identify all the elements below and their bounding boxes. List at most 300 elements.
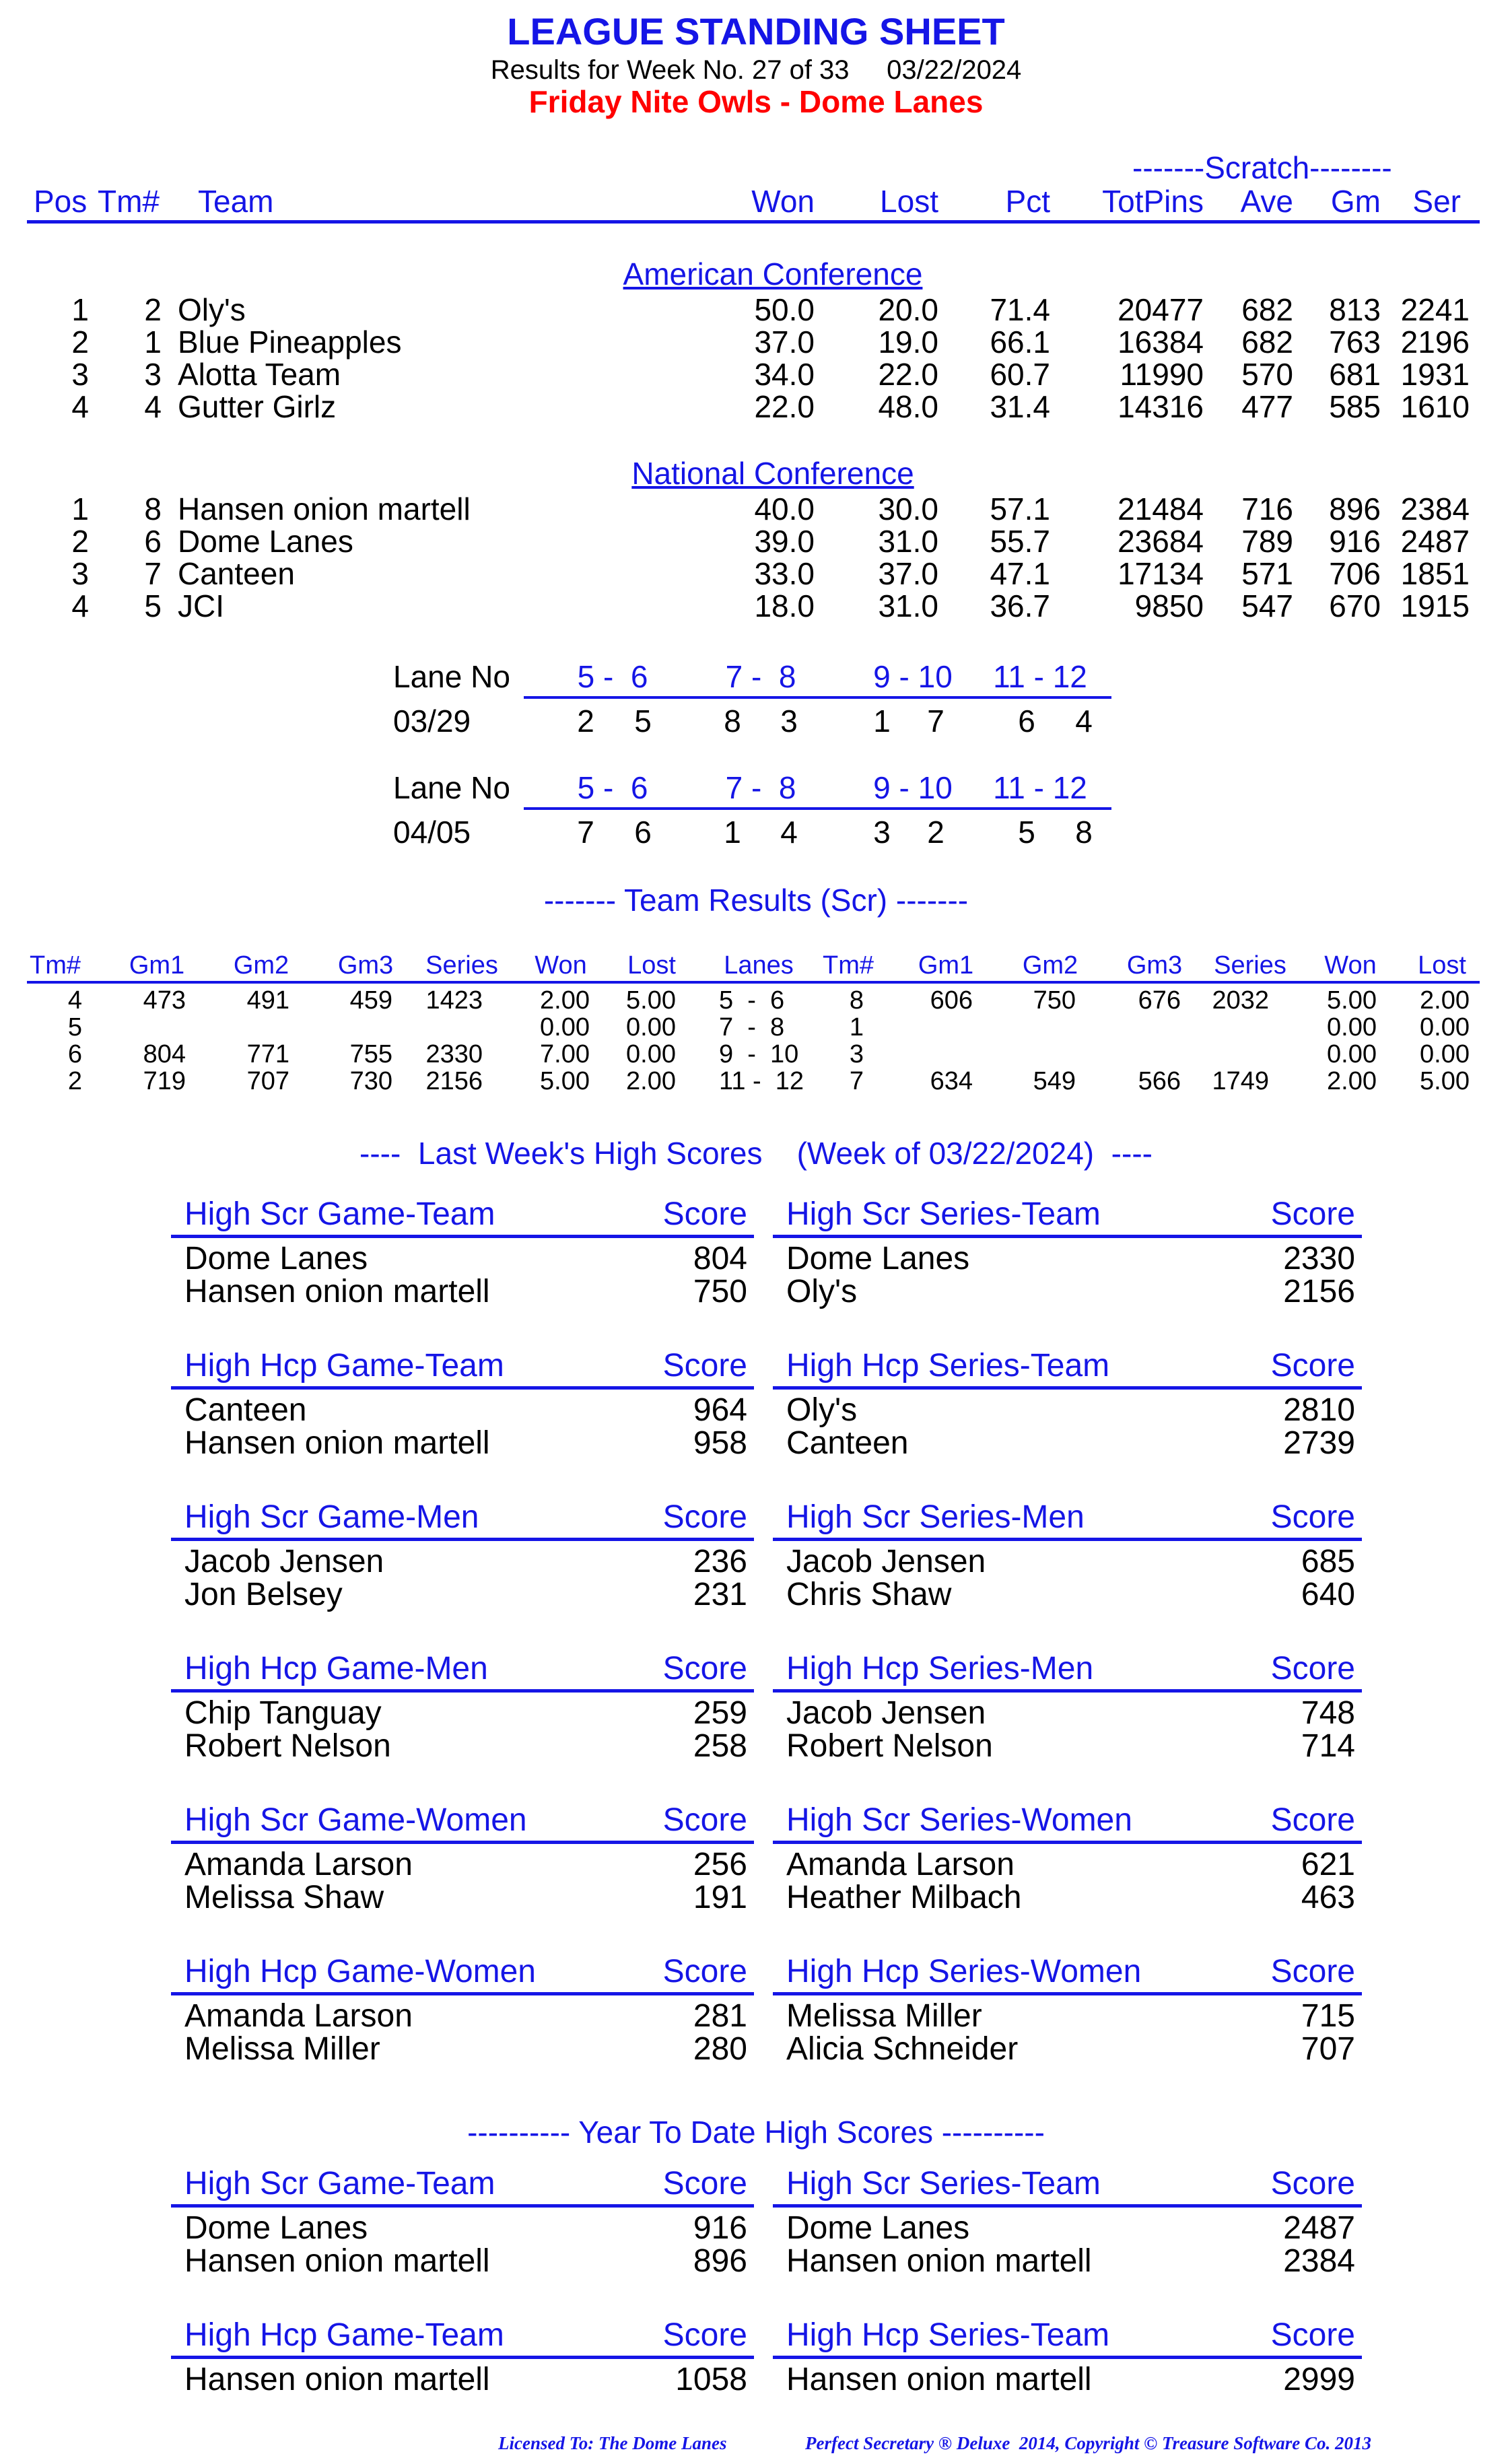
score-column-label: Score <box>1270 1499 1355 1535</box>
conference-title: American Conference <box>623 257 923 292</box>
lane-pair-label: 9 - 10 <box>873 770 953 805</box>
lane-pair-label: 9 - 10 <box>873 659 953 694</box>
high-score-box-title: High Scr Game-Women <box>184 1802 527 1838</box>
team-number: 8 <box>1075 815 1093 850</box>
high-score-box-rule <box>773 2356 1362 2359</box>
high-score-name: Melissa Shaw <box>184 1880 384 1915</box>
standings-cell: 2384 <box>1400 491 1470 526</box>
standings-cell: 1931 <box>1400 357 1470 392</box>
high-score-box-title: High Hcp Series-Men <box>786 1651 1094 1686</box>
team-results-cell: 5.00 <box>1327 986 1377 1015</box>
score-column-label: Score <box>1270 1348 1355 1383</box>
standings-cell: 1851 <box>1400 556 1470 591</box>
standings-header-rule <box>27 220 1480 224</box>
high-score-name: Dome Lanes <box>786 2210 970 2246</box>
high-score-box-rule <box>773 1386 1362 1390</box>
team-number: 4 <box>780 815 798 850</box>
standings-cell: 2241 <box>1400 292 1470 327</box>
standings-cell: 706 <box>1329 556 1381 591</box>
team-results-cell: 7 - 8 <box>719 1013 785 1041</box>
high-score-name: Chris Shaw <box>786 1577 952 1612</box>
standings-cell: 2 <box>71 524 89 559</box>
standings-cell: 31.0 <box>878 524 938 559</box>
high-score-value: 714 <box>1301 1728 1355 1764</box>
team-results-cell: 0.00 <box>1420 1013 1470 1041</box>
standings-cell: Canteen <box>178 556 295 591</box>
high-score-name: Hansen onion martell <box>184 1274 490 1309</box>
team-results-col-header: Lost <box>1418 951 1466 980</box>
high-score-name: Amanda Larson <box>786 1847 1015 1882</box>
standings-cell: 21484 <box>1118 491 1204 526</box>
score-column-label: Score <box>662 2166 747 2201</box>
standings-cell: 585 <box>1329 389 1381 424</box>
team-results-col-header: Lanes <box>724 951 794 980</box>
team-results-cell: 2 <box>67 1067 82 1095</box>
standings-cell: 31.0 <box>878 588 938 623</box>
standings-cell: 31.4 <box>990 389 1050 424</box>
team-results-cell: 755 <box>349 1040 392 1068</box>
high-score-name: Melissa Miller <box>184 2031 380 2067</box>
standings-cell: 34.0 <box>754 357 815 392</box>
col-header-pos: Pos <box>34 184 88 219</box>
team-results-col-header: Lost <box>627 951 676 980</box>
team-results-cell: 5 <box>67 1013 82 1041</box>
high-score-value: 621 <box>1301 1847 1355 1882</box>
standings-cell: 17134 <box>1118 556 1204 591</box>
team-number: 5 <box>1018 815 1035 850</box>
standings-cell: 71.4 <box>990 292 1050 327</box>
lane-rule <box>524 696 1111 699</box>
team-results-cell: 5.00 <box>1420 1067 1470 1095</box>
col-header-pct: Pct <box>1005 184 1050 219</box>
high-score-value: 281 <box>693 1998 747 2034</box>
team-results-cell: 5 - 6 <box>719 986 785 1015</box>
high-score-box-rule <box>171 1841 754 1844</box>
score-column-label: Score <box>1270 1802 1355 1838</box>
high-score-value: 2330 <box>1283 1241 1355 1276</box>
standings-cell: Oly's <box>178 292 246 327</box>
high-score-value: 685 <box>1301 1544 1355 1579</box>
standings-cell: 6 <box>144 524 162 559</box>
team-results-cell: 6 <box>67 1040 82 1068</box>
team-results-cell: 1749 <box>1212 1067 1269 1095</box>
high-score-value: 2487 <box>1283 2210 1355 2246</box>
team-number: 6 <box>1018 704 1035 739</box>
high-score-box-title: High Scr Series-Team <box>786 2166 1101 2201</box>
high-score-value: 2384 <box>1283 2243 1355 2279</box>
team-number: 7 <box>577 815 594 850</box>
standings-cell: 3 <box>71 357 89 392</box>
standings-cell: 916 <box>1329 524 1381 559</box>
high-score-value: 191 <box>693 1880 747 1915</box>
high-score-value: 236 <box>693 1544 747 1579</box>
team-number: 2 <box>577 704 594 739</box>
high-score-box-rule <box>171 1689 754 1693</box>
lane-rule <box>524 807 1111 810</box>
team-number: 6 <box>634 815 652 850</box>
high-score-value: 707 <box>1301 2031 1355 2067</box>
standings-cell: 4 <box>71 588 89 623</box>
score-column-label: Score <box>1270 2166 1355 2201</box>
sheet-subtitle: Results for Week No. 27 of 33 03/22/2024 <box>490 55 1022 85</box>
team-results-cell: 804 <box>143 1040 186 1068</box>
high-score-value: 750 <box>693 1274 747 1309</box>
standings-cell: 39.0 <box>754 524 815 559</box>
high-score-name: Dome Lanes <box>786 1241 970 1276</box>
high-score-name: Canteen <box>184 1392 307 1428</box>
lane-pair-label: 7 - 8 <box>725 659 796 694</box>
schedule-date: 03/29 <box>393 704 471 739</box>
standings-cell: 16384 <box>1118 324 1204 360</box>
team-results-col-header: Won <box>1324 951 1377 980</box>
team-number: 8 <box>724 704 741 739</box>
team-results-col-header: Gm3 <box>1126 951 1183 980</box>
league-name: Friday Nite Owls - Dome Lanes <box>528 84 984 119</box>
standings-cell: Alotta Team <box>178 357 341 392</box>
standings-cell: 2196 <box>1400 324 1470 360</box>
team-results-col-header: Won <box>535 951 587 980</box>
team-results-cell: 730 <box>349 1067 392 1095</box>
standings-cell: 20477 <box>1118 292 1204 327</box>
high-score-name: Hansen onion martell <box>184 2243 490 2279</box>
high-score-box-title: High Hcp Game-Men <box>184 1651 488 1686</box>
standings-cell: 14316 <box>1118 389 1204 424</box>
high-score-box-title: High Scr Series-Women <box>786 1802 1132 1838</box>
high-score-name: Oly's <box>786 1392 858 1428</box>
team-results-col-header: Series <box>1214 951 1286 980</box>
standings-cell: 30.0 <box>878 491 938 526</box>
high-score-name: Canteen <box>786 1425 909 1461</box>
team-results-cell: 459 <box>349 986 392 1015</box>
lane-no-label: Lane No <box>393 659 510 694</box>
high-score-box-title: High Hcp Game-Team <box>184 2317 504 2353</box>
high-score-name: Hansen onion martell <box>184 2362 490 2397</box>
high-score-box-rule <box>171 1235 754 1238</box>
standings-cell: 1610 <box>1400 389 1470 424</box>
standings-cell: 763 <box>1329 324 1381 360</box>
standings-cell: 19.0 <box>878 324 938 360</box>
scratch-label: -------Scratch-------- <box>1132 150 1392 185</box>
footer-copyright: Perfect Secretary ® Deluxe 2014, Copyright © Treasure Software Co. 2013 <box>805 2433 1372 2453</box>
team-results-cell: 0.00 <box>1327 1013 1377 1041</box>
standings-cell: 2 <box>71 324 89 360</box>
score-column-label: Score <box>662 1954 747 1989</box>
high-score-name: Oly's <box>786 1274 858 1309</box>
team-results-cell: 606 <box>930 986 973 1015</box>
ytd-title: ---------- Year To Date High Scores ---------- <box>467 2115 1045 2150</box>
last-week-title: ---- Last Week's High Scores (Week of 03/22/2024) ---- <box>359 1136 1153 1171</box>
standings-cell: 2 <box>144 292 162 327</box>
high-score-value: 231 <box>693 1577 747 1612</box>
score-column-label: Score <box>662 1348 747 1383</box>
lane-pair-label: 11 - 12 <box>993 770 1087 805</box>
score-column-label: Score <box>662 1651 747 1686</box>
high-score-box-rule <box>773 1538 1362 1541</box>
col-header-lost: Lost <box>880 184 938 219</box>
standings-cell: 9850 <box>1134 588 1204 623</box>
conference-title: National Conference <box>631 456 914 491</box>
high-score-value: 715 <box>1301 1998 1355 2034</box>
team-number: 1 <box>724 815 741 850</box>
high-score-value: 804 <box>693 1241 747 1276</box>
col-header-gm: Gm <box>1330 184 1381 219</box>
footer-licensed: Licensed To: The Dome Lanes <box>498 2433 727 2453</box>
standings-cell: 37.0 <box>754 324 815 360</box>
team-results-cell: 634 <box>930 1067 973 1095</box>
score-column-label: Score <box>662 1802 747 1838</box>
standings-cell: Dome Lanes <box>178 524 353 559</box>
team-results-col-header: Gm2 <box>233 951 289 980</box>
col-header-won: Won <box>751 184 815 219</box>
high-score-value: 748 <box>1301 1695 1355 1731</box>
standings-cell: 547 <box>1241 588 1293 623</box>
high-score-box-rule <box>773 1992 1362 1995</box>
high-score-name: Dome Lanes <box>184 1241 368 1276</box>
high-score-name: Jacob Jensen <box>184 1544 384 1579</box>
high-score-value: 463 <box>1301 1880 1355 1915</box>
team-results-col-header: Gm3 <box>337 951 394 980</box>
team-results-cell: 566 <box>1138 1067 1181 1095</box>
high-score-box-rule <box>773 1841 1362 1844</box>
team-number: 1 <box>873 704 891 739</box>
score-column-label: Score <box>662 1196 747 1232</box>
standings-cell: 716 <box>1241 491 1293 526</box>
team-results-cell: 2330 <box>425 1040 483 1068</box>
high-score-box-rule <box>171 1386 754 1390</box>
team-results-cell: 7 <box>849 1067 864 1095</box>
team-results-cell: 0.00 <box>1327 1040 1377 1068</box>
lane-pair-label: 5 - 6 <box>577 770 648 805</box>
high-score-value: 964 <box>693 1392 747 1428</box>
standings-cell: 22.0 <box>754 389 815 424</box>
high-score-box-title: High Hcp Game-Women <box>184 1954 536 1989</box>
team-results-cell: 0.00 <box>626 1040 676 1068</box>
standings-cell: 23684 <box>1118 524 1204 559</box>
col-header-ave: Ave <box>1240 184 1293 219</box>
col-header-ser: Ser <box>1412 184 1461 219</box>
high-score-box-title: High Hcp Series-Team <box>786 1348 1110 1383</box>
lane-pair-label: 11 - 12 <box>993 659 1087 694</box>
high-score-name: Hansen onion martell <box>786 2362 1092 2397</box>
standings-cell: 7 <box>144 556 162 591</box>
team-number: 7 <box>927 704 944 739</box>
high-score-box-title: High Scr Series-Team <box>786 1196 1101 1232</box>
high-score-name: Jacob Jensen <box>786 1544 986 1579</box>
team-results-cell: 707 <box>246 1067 289 1095</box>
standings-cell: 4 <box>144 389 162 424</box>
standings-cell: 670 <box>1329 588 1381 623</box>
standings-cell: Blue Pineapples <box>178 324 402 360</box>
standings-cell: 1915 <box>1400 588 1470 623</box>
lane-pair-label: 7 - 8 <box>725 770 796 805</box>
standings-cell: 813 <box>1329 292 1381 327</box>
team-results-cell: 3 <box>849 1040 864 1068</box>
team-results-col-header: Series <box>425 951 498 980</box>
team-results-cell: 719 <box>143 1067 186 1095</box>
team-number: 2 <box>927 815 944 850</box>
team-results-cell: 1 <box>849 1013 864 1041</box>
high-score-name: Robert Nelson <box>786 1728 993 1764</box>
team-results-col-header: Tm# <box>823 951 874 980</box>
lane-pair-label: 5 - 6 <box>577 659 648 694</box>
score-column-label: Score <box>662 2317 747 2353</box>
high-score-name: Dome Lanes <box>184 2210 368 2246</box>
high-score-name: Hansen onion martell <box>184 1425 490 1461</box>
col-header-totpins: TotPins <box>1102 184 1204 219</box>
team-results-cell: 1423 <box>425 986 483 1015</box>
team-results-cell: 2156 <box>425 1067 483 1095</box>
standings-cell: 50.0 <box>754 292 815 327</box>
team-results-cell: 2.00 <box>1327 1067 1377 1095</box>
standings-cell: 896 <box>1329 491 1381 526</box>
team-results-col-header: Gm2 <box>1022 951 1078 980</box>
high-score-box-rule <box>773 1235 1362 1238</box>
standings-cell: 47.1 <box>990 556 1050 591</box>
team-results-cell: 2032 <box>1212 986 1269 1015</box>
high-score-box-title: High Scr Game-Team <box>184 1196 495 1232</box>
high-score-box-title: High Hcp Series-Team <box>786 2317 1110 2353</box>
score-column-label: Score <box>1270 1196 1355 1232</box>
standings-cell: 681 <box>1329 357 1381 392</box>
high-score-box-title: High Scr Series-Men <box>786 1499 1085 1535</box>
team-results-cell: 676 <box>1138 986 1181 1015</box>
standings-cell: 682 <box>1241 292 1293 327</box>
high-score-value: 2739 <box>1283 1425 1355 1461</box>
standings-cell: 1 <box>71 292 89 327</box>
high-score-value: 256 <box>693 1847 747 1882</box>
high-score-name: Amanda Larson <box>184 1998 413 2034</box>
standings-cell: Gutter Girlz <box>178 389 337 424</box>
standings-cell: 22.0 <box>878 357 938 392</box>
team-number: 3 <box>780 704 798 739</box>
team-results-cell: 0.00 <box>626 1013 676 1041</box>
team-number: 4 <box>1075 704 1093 739</box>
standings-cell: 5 <box>144 588 162 623</box>
high-score-name: Melissa Miller <box>786 1998 982 2034</box>
standings-cell: 11990 <box>1120 357 1204 392</box>
standings-cell: 60.7 <box>990 357 1050 392</box>
team-results-rule <box>27 981 1480 984</box>
standings-cell: Hansen onion martell <box>178 491 471 526</box>
standings-cell: 1 <box>71 491 89 526</box>
team-results-cell: 491 <box>246 986 289 1015</box>
standings-cell: 1 <box>144 324 162 360</box>
score-column-label: Score <box>1270 1651 1355 1686</box>
standings-cell: 36.7 <box>990 588 1050 623</box>
standings-cell: 37.0 <box>878 556 938 591</box>
col-header-tm: Tm# <box>98 184 160 219</box>
high-score-name: Jon Belsey <box>184 1577 343 1612</box>
score-column-label: Score <box>1270 2317 1355 2353</box>
team-results-cell: 11 - 12 <box>719 1067 804 1095</box>
team-results-cell: 750 <box>1033 986 1076 1015</box>
standings-cell: 3 <box>71 556 89 591</box>
high-score-box-title: High Scr Game-Men <box>184 1499 479 1535</box>
team-results-cell: 7.00 <box>540 1040 590 1068</box>
high-score-name: Alicia Schneider <box>786 2031 1019 2067</box>
high-score-name: Robert Nelson <box>184 1728 391 1764</box>
team-results-cell: 4 <box>67 986 82 1015</box>
high-score-value: 958 <box>693 1425 747 1461</box>
standings-cell: 789 <box>1241 524 1293 559</box>
high-score-name: Hansen onion martell <box>786 2243 1092 2279</box>
standings-cell: 570 <box>1241 357 1293 392</box>
team-number: 5 <box>634 704 652 739</box>
standings-cell: 18.0 <box>754 588 815 623</box>
team-results-cell: 0.00 <box>1420 1040 1470 1068</box>
standings-cell: 571 <box>1241 556 1293 591</box>
high-score-value: 2156 <box>1283 1274 1355 1309</box>
standings-cell: 48.0 <box>878 389 938 424</box>
high-score-box-rule <box>773 2204 1362 2208</box>
high-score-box-title: High Hcp Game-Team <box>184 1348 504 1383</box>
standings-cell: 33.0 <box>754 556 815 591</box>
team-results-col-header: Gm1 <box>918 951 974 980</box>
high-score-value: 259 <box>693 1695 747 1731</box>
standings-cell: 20.0 <box>878 292 938 327</box>
sheet-title: LEAGUE STANDING SHEET <box>507 10 1005 53</box>
standings-cell: 55.7 <box>990 524 1050 559</box>
high-score-box-rule <box>773 1689 1362 1693</box>
team-results-cell: 2.00 <box>626 1067 676 1095</box>
high-score-value: 2999 <box>1283 2362 1355 2397</box>
team-number: 3 <box>873 815 891 850</box>
high-score-value: 2810 <box>1283 1392 1355 1428</box>
high-score-box-rule <box>171 1992 754 1995</box>
standings-cell: 682 <box>1241 324 1293 360</box>
standings-cell: 8 <box>144 491 162 526</box>
high-score-value: 896 <box>693 2243 747 2279</box>
team-results-cell: 771 <box>246 1040 289 1068</box>
lane-no-label: Lane No <box>393 770 510 805</box>
high-score-value: 258 <box>693 1728 747 1764</box>
standings-cell: 477 <box>1241 389 1293 424</box>
team-results-cell: 5.00 <box>626 986 676 1015</box>
standings-cell: 4 <box>71 389 89 424</box>
high-score-value: 640 <box>1301 1577 1355 1612</box>
team-results-col-header: Gm1 <box>129 951 185 980</box>
high-score-name: Heather Milbach <box>786 1880 1022 1915</box>
col-header-team: Team <box>198 184 274 219</box>
high-score-name: Chip Tanguay <box>184 1695 382 1731</box>
team-results-cell: 0.00 <box>540 1013 590 1041</box>
high-score-name: Amanda Larson <box>184 1847 413 1882</box>
standings-cell: 3 <box>144 357 162 392</box>
high-score-value: 280 <box>693 2031 747 2067</box>
team-results-cell: 473 <box>143 986 186 1015</box>
team-results-cell: 8 <box>849 986 864 1015</box>
high-score-box-rule <box>171 1538 754 1541</box>
team-results-col-header: Tm# <box>30 951 81 980</box>
standings-cell: 2487 <box>1400 524 1470 559</box>
high-score-value: 1058 <box>675 2362 747 2397</box>
standings-cell: 66.1 <box>990 324 1050 360</box>
high-score-box-rule <box>171 2204 754 2208</box>
high-score-box-rule <box>171 2356 754 2359</box>
score-column-label: Score <box>662 1499 747 1535</box>
standings-cell: 57.1 <box>990 491 1050 526</box>
team-results-cell: 5.00 <box>540 1067 590 1095</box>
team-results-cell: 9 - 10 <box>719 1040 799 1068</box>
team-results-cell: 2.00 <box>1420 986 1470 1015</box>
team-results-title: ------- Team Results (Scr) ------- <box>543 883 969 918</box>
standings-cell: 40.0 <box>754 491 815 526</box>
score-column-label: Score <box>1270 1954 1355 1989</box>
high-score-box-title: High Hcp Series-Women <box>786 1954 1142 1989</box>
standings-cell: JCI <box>178 588 224 623</box>
high-score-value: 916 <box>693 2210 747 2246</box>
schedule-date: 04/05 <box>393 815 471 850</box>
